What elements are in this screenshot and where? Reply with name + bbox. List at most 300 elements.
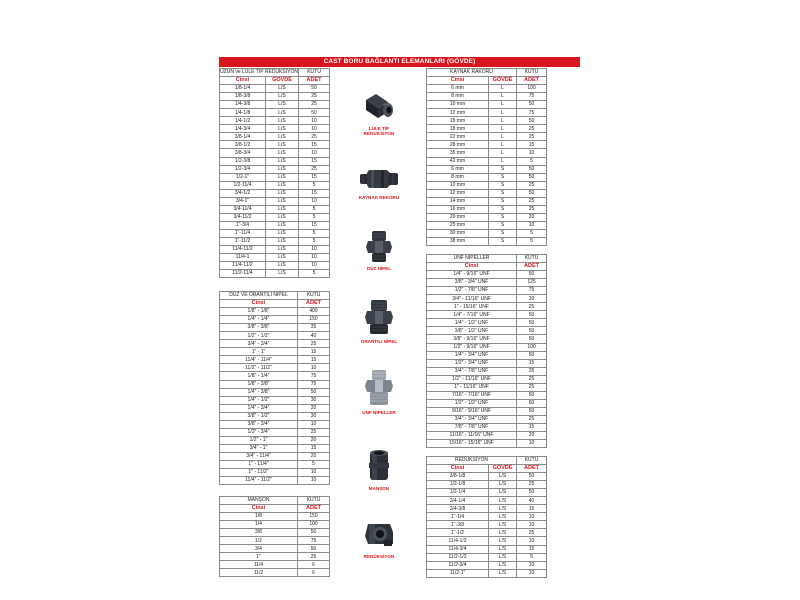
cell-cinsi: 1/4-3/4 [220,125,266,133]
table-row [427,303,547,311]
cinsi-header: Cinsi [427,465,489,473]
table-row [220,420,330,428]
lule-tip-reduksiyon-icon [362,88,396,124]
cell-adet: 50 [517,165,547,173]
cell-cinsi: 1/2-3/8 [220,157,266,165]
cell-cinsi: 1/4-3/8 [220,101,266,109]
cell-govde: L/S [489,561,517,569]
cell-adet: 10 [299,254,330,262]
reduksiyon-icon [362,516,396,552]
cell-adet: 25 [517,125,547,133]
table-row [220,109,330,117]
table-row [427,407,547,415]
cell-cinsi: 1/4" - 3/8" [220,388,298,396]
table-row [427,415,547,423]
cell-adet: 50 [298,529,330,537]
table-row [220,141,330,149]
cell-adet: 50 [298,545,330,553]
cell-adet: 5 [517,553,547,561]
table-row [427,343,547,351]
cell-govde: L/S [489,513,517,521]
table-row [427,271,547,279]
cell-govde: S [489,221,517,229]
cell-cinsi: 1/4" - 3/4" [220,404,298,412]
cell-govde: L/S [489,537,517,545]
table-row [220,181,330,189]
table-row [427,117,547,125]
cell-cinsi: 1/8-3/8 [220,93,266,101]
cell-cinsi: 1" - 11/4" [220,460,298,468]
cell-govde: L/S [489,553,517,561]
table-header: DÜZ VE ORANTILI NİPEL [220,292,298,300]
cell-govde: L [489,109,517,117]
cell-adet: 150 [298,513,330,521]
table-row [427,561,547,569]
cell-cinsi: 3/8-1/8 [427,473,489,481]
cell-adet: 40 [298,332,330,340]
cell-cinsi: 11/2-3/4 [427,561,489,569]
cell-cinsi: 3/4-11/4 [220,205,266,213]
cell-cinsi: 3/8-1/4 [220,133,266,141]
cell-adet: 5 [298,460,330,468]
table-row [220,270,330,278]
product-unf-nipel [354,368,404,415]
cell-cinsi: 11/4" - 11/2" [220,477,298,485]
cell-adet: 5 [517,157,547,165]
table-row [220,101,330,109]
cell-adet: 10 [299,149,330,157]
cell-adet: 25 [517,383,547,391]
cell-govde: S [489,181,517,189]
product-kaynak-rekoru [354,165,404,200]
table-header: MANŞON [220,497,298,505]
cell-cinsi: 1/2 [220,537,298,545]
cell-govde: S [489,189,517,197]
cell-cinsi: 1"-3/4 [220,221,266,229]
cell-adet: 15 [298,348,330,356]
cell-cinsi: 6 mm [427,165,489,173]
govde-header: GÖVDE [489,77,517,85]
cell-govde: L [489,93,517,101]
cell-govde: S [489,229,517,237]
table-row [220,356,330,364]
table-header: UZUN ve LÜLE TİP REDÜKSİYON [220,69,298,76]
cell-cinsi: 1/8" - 1/8" [220,308,298,316]
cell-govde: L/S [266,262,299,270]
table-row [427,197,547,205]
cell-cinsi: 1/2" - 1/2" UNF [427,399,517,407]
table-row [427,165,547,173]
cell-cinsi: 1/2" - 7/8" UNF [427,287,517,295]
table-row [220,340,330,348]
cell-cinsi: 3/4" - 1" [220,444,298,452]
cell-cinsi: 7/16" - 7/16" UNF [427,391,517,399]
duz-nipel-table [219,291,330,485]
cell-govde: L/S [266,133,299,141]
cell-cinsi: 3/4-1" [220,197,266,205]
kutu-header: KUTU [517,69,547,77]
cell-adet: 50 [517,335,547,343]
cell-cinsi: 3/4" - 7/8" UNF [427,367,517,375]
table-row [427,505,547,513]
cell-cinsi: 14 mm [427,197,489,205]
cell-govde: L/S [489,545,517,553]
cell-adet: 15 [299,141,330,149]
cell-adet: 100 [298,521,330,529]
cell-govde: S [489,173,517,181]
table-row [220,85,330,93]
table-header: KAYNAK RAKORU [427,69,517,77]
cell-cinsi: 11/2-1/2 [427,553,489,561]
table-row [427,432,547,440]
cell-adet: 10 [517,569,547,577]
manson-icon [364,448,394,484]
cell-cinsi: 11/4-3/4 [427,545,489,553]
product-label: KAYNAK REKORU [358,195,400,200]
cell-cinsi: 3/8" - 1/2" [220,412,298,420]
product-orantili-nipel [354,297,404,344]
adet-header: ADET [298,505,330,513]
unf-nipel-icon [361,368,397,408]
table-row [427,287,547,295]
cell-cinsi: 3/8" - 9/16" UNF [427,335,517,343]
cell-adet: 15 [517,505,547,513]
cell-cinsi: 1" - 11/2" [220,469,298,477]
cell-govde: L [489,125,517,133]
cell-govde: L/S [489,521,517,529]
cell-adet: 100 [517,85,547,93]
cell-adet: 25 [517,303,547,311]
cell-adet: 20 [298,436,330,444]
cell-adet: 50 [517,473,547,481]
cell-cinsi: 11/4-11/2 [220,262,266,270]
cell-govde: L/S [489,569,517,577]
cell-cinsi: 11/2 [220,569,298,577]
cell-cinsi: 8 mm [427,173,489,181]
cell-cinsi: 3/4-1/4 [427,497,489,505]
cell-cinsi: 1/8" - 3/8" [220,380,298,388]
table-row [427,545,547,553]
table-row [427,101,547,109]
table-row [220,133,330,141]
cell-govde: L/S [266,101,299,109]
cell-cinsi: 1" [220,553,298,561]
cell-cinsi: 1/4-1/2 [220,117,266,125]
cell-adet: 50 [517,101,547,109]
table-row [427,319,547,327]
cell-cinsi: 1/8 [220,513,298,521]
cell-adet: 25 [517,529,547,537]
cell-govde: L [489,85,517,93]
page-title: CAST BORU BAĞLANTI ELEMANLARI (GÖVDE) [219,57,580,67]
cinsi-header: Cinsi [220,300,298,308]
cell-adet: 10 [299,197,330,205]
table-row [427,513,547,521]
cell-cinsi: 1/4" - 3/4" UNF [427,351,517,359]
table-header: REDÜKSİYON [427,457,517,465]
cell-cinsi: 3/4" - 11/4" [220,452,298,460]
cell-adet: 30 [517,295,547,303]
table-row [427,93,547,101]
table-row [220,149,330,157]
cell-adet: 10 [517,537,547,545]
cell-cinsi: 1"-11/2 [220,237,266,245]
cell-adet: 5 [299,181,330,189]
product-label: ORANTILI NİPEL [360,339,398,344]
table-row [427,423,547,431]
cell-adet: 20 [517,432,547,440]
table-row [427,181,547,189]
cell-adet: 10 [517,149,547,157]
product-label: MANŞON [368,486,390,491]
kaynak-rakoru-table [426,68,547,246]
table-row [220,189,330,197]
cell-cinsi: 1/8" - 1/4" [220,372,298,380]
cell-cinsi: 1" - 1" [220,348,298,356]
cell-adet: 5 [299,229,330,237]
table-row [220,477,330,485]
cell-govde: S [489,165,517,173]
cell-adet: 50 [517,327,547,335]
table-row [220,545,330,553]
cell-cinsi: 3/8-1/2 [220,141,266,149]
cell-adet: 5 [299,205,330,213]
table-row [220,436,330,444]
table-row [220,460,330,468]
table-row [220,316,330,324]
cell-cinsi: 1/2" - 11/16" UNF [427,375,517,383]
table-row [220,165,330,173]
cell-govde: L/S [489,489,517,497]
cell-govde: L/S [266,270,299,278]
table-row [427,237,547,245]
cell-cinsi: 30 mm [427,229,489,237]
cell-adet: 75 [298,380,330,388]
cell-adet: 10 [517,221,547,229]
cell-cinsi: 3/4" - 3/4" UNF [427,415,517,423]
cell-cinsi: 1"-11/4 [220,229,266,237]
cell-cinsi: 1/2-1/4 [427,489,489,497]
cell-govde: L [489,141,517,149]
cell-cinsi: 6 mm [427,85,489,93]
cell-adet: 20 [298,452,330,460]
product-label: REDÜKSİYON [363,554,395,559]
cell-cinsi: 11/2" - 11/2" [220,364,298,372]
cell-cinsi: 3/4" - 11/16" UNF [427,295,517,303]
cell-adet: 50 [517,173,547,181]
product-label: UNF NİPELLER [362,410,396,415]
cell-govde: L/S [266,237,299,245]
cell-cinsi: 11/2-1" [427,569,489,577]
cell-cinsi: 11/4" - 11/4" [220,356,298,364]
table-row [427,383,547,391]
table-row [427,295,547,303]
cell-adet: 25 [517,133,547,141]
table-row [220,93,330,101]
cell-cinsi: 1/2" - 9/16" UNF [427,343,517,351]
table-row [427,440,547,448]
cell-adet: 35 [298,324,330,332]
table-row [427,489,547,497]
cell-govde: L [489,149,517,157]
kutu-header: KUTU [299,69,330,77]
cell-govde: L/S [266,93,299,101]
cell-cinsi: 3/8" - 3/4" UNF [427,279,517,287]
unf-nipeller-table [426,254,547,448]
product-label: DÜZ NİPEL [366,266,392,271]
cell-govde: L/S [266,181,299,189]
cell-adet: 40 [517,497,547,505]
cell-govde: L/S [266,165,299,173]
table-row [220,157,330,165]
cell-adet: 75 [517,287,547,295]
kutu-header: KUTU [298,497,330,505]
cell-adet: 25 [517,197,547,205]
cell-cinsi: 1/2" - 3/4" UNF [427,359,517,367]
adet-header: ADET [517,263,547,271]
table-row [427,375,547,383]
table-row [220,246,330,254]
cell-govde: L/S [266,205,299,213]
table-row [220,324,330,332]
cell-adet: 50 [299,109,330,117]
cell-govde: L/S [489,473,517,481]
cell-cinsi: 11/4 [220,561,298,569]
cell-cinsi: 1/4-1/8 [220,109,266,117]
cell-cinsi: 1/4 [220,521,298,529]
cell-govde: L [489,117,517,125]
cell-adet: 50 [517,391,547,399]
cell-adet: 10 [517,440,547,448]
table-row [427,311,547,319]
table-row [220,561,330,569]
cell-cinsi: 1/2-11/4 [220,181,266,189]
table-row [427,367,547,375]
cell-cinsi: 1"-1/2 [427,529,489,537]
table-row [220,372,330,380]
cell-adet: 25 [517,481,547,489]
cell-govde: L/S [266,125,299,133]
cell-govde: S [489,197,517,205]
cell-govde: L/S [489,497,517,505]
cell-cinsi: 11/16" - 11/16" UNF [427,432,517,440]
table-row [220,569,330,577]
cell-adet: 15 [299,173,330,181]
cell-adet: 50 [517,117,547,125]
cell-cinsi: 11/4-1/2 [427,537,489,545]
kaynak-rekoru-icon [357,165,401,193]
cell-govde: L/S [266,213,299,221]
cell-govde: L/S [266,109,299,117]
cell-adet: 10 [298,477,330,485]
cell-cinsi: 3/8-3/4 [220,149,266,157]
table-row [220,229,330,237]
cell-adet: 5 [517,229,547,237]
cell-adet: 5 [299,237,330,245]
cell-cinsi: 1/2" - 1" [220,436,298,444]
cell-adet: 10 [517,513,547,521]
table-row [427,205,547,213]
uzun-lule-table [219,68,330,278]
cell-adet: 125 [517,279,547,287]
cell-govde: L/S [266,117,299,125]
cell-adet: 50 [517,319,547,327]
cell-adet: 6 [298,569,330,577]
cell-adet: 20 [517,213,547,221]
cell-cinsi: 1"-1/4 [427,513,489,521]
table-row [427,327,547,335]
table-row [427,497,547,505]
table-row [427,529,547,537]
govde-header: GÖVDE [489,465,517,473]
cell-cinsi: 8 mm [427,93,489,101]
cell-adet: 15 [299,157,330,165]
table-row [220,254,330,262]
table-row [220,388,330,396]
table-row [427,189,547,197]
cell-cinsi: 3/4" - 3/4" [220,340,298,348]
cell-cinsi: 1/4" - 9/16" UNF [427,271,517,279]
cell-govde: L/S [489,529,517,537]
table-row [220,529,330,537]
table-row [427,335,547,343]
table-row [427,481,547,489]
cell-adet: 50 [299,85,330,93]
cell-cinsi: 3/8 [220,529,298,537]
cell-cinsi: 10 mm [427,181,489,189]
table-row [220,428,330,436]
table-row [220,173,330,181]
cell-adet: 75 [298,372,330,380]
cinsi-header: Cinsi [220,505,298,513]
cell-govde: L [489,133,517,141]
cell-adet: 25 [299,133,330,141]
cell-adet: 15 [517,141,547,149]
cell-adet: 10 [517,561,547,569]
kutu-header: KUTU [517,457,547,465]
table-row [427,279,547,287]
cell-govde: L/S [489,481,517,489]
cell-cinsi: 11/4-1 [220,254,266,262]
cell-cinsi: 42 mm [427,157,489,165]
table-row [427,221,547,229]
cell-adet: 20 [298,404,330,412]
cell-cinsi: 9/16" - 9/16" UNF [427,407,517,415]
table-row [427,229,547,237]
cell-govde: L/S [266,173,299,181]
table-row [220,348,330,356]
cell-govde: L/S [266,85,299,93]
cell-adet: 10 [298,364,330,372]
table-row [427,351,547,359]
cell-govde: L/S [266,141,299,149]
cell-adet: 15 [517,359,547,367]
table-row [427,141,547,149]
cell-cinsi: 3/4-3/8 [427,505,489,513]
cell-adet: 25 [517,181,547,189]
table-row [220,205,330,213]
cell-adet: 15 [298,356,330,364]
table-row [427,149,547,157]
cell-adet: 30 [298,396,330,404]
cell-govde: L/S [266,229,299,237]
cell-cinsi: 1/2" - 3/4" [220,428,298,436]
cell-cinsi: 3/8" - 3/4" [220,420,298,428]
cell-cinsi: 1"-3/8 [427,521,489,529]
cell-cinsi: 15 mm [427,117,489,125]
cinsi-header: Cinsi [427,77,489,85]
cell-adet: 10 [299,262,330,270]
